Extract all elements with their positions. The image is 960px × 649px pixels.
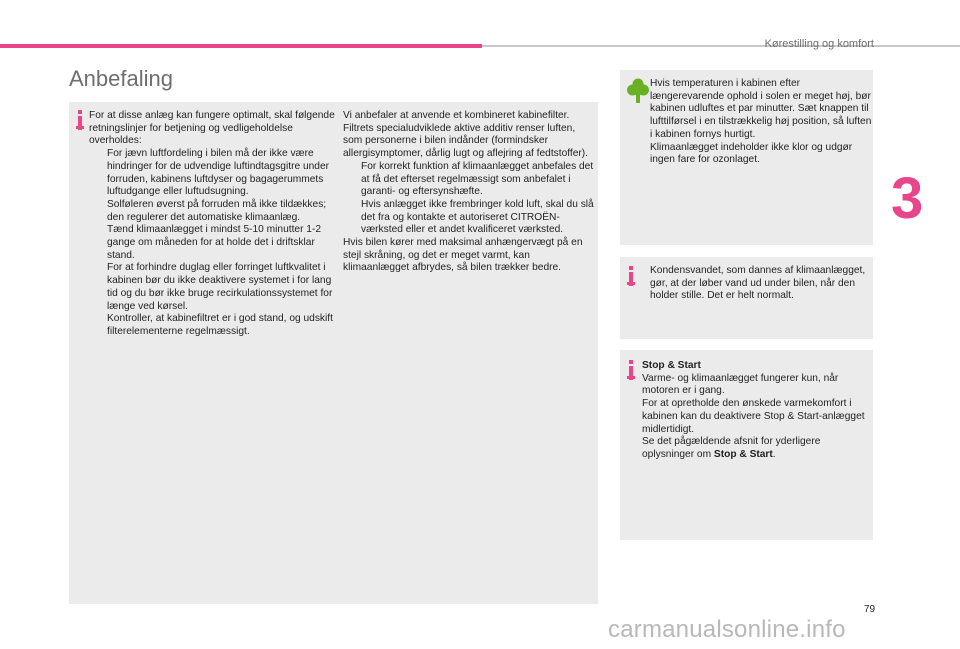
header-rule <box>482 45 960 47</box>
page-heading: Anbefaling <box>69 66 173 91</box>
recommendation-column-2 <box>343 110 595 275</box>
condensate-text: Kondensvandet, som dannes af klimaanlægget, gør, at der løber vand ud under bilen, når den holder stille. Det er helt normalt. <box>650 265 866 302</box>
outro-text: Hvis bilen kører med maksimal anhængervægt på en stejl skråning, og det er meget varmt, kan klimaanlægget afbrydes, så bilen trækker bedre. <box>343 237 583 274</box>
list-item: For jævn luftfordeling i bilen må der ikke være hindringer for de udvendige luftindtagsgitre under forruden, kabinens luftdyser og bagagerummets luftudgange eller luftudsugning. <box>107 148 330 198</box>
list-item: Kontroller, at kabinefiltret er i god stand, og udskift filterelementerne regelmæssigt. <box>107 313 333 337</box>
recommendation-column-1 <box>89 110 341 339</box>
intro-text: For at disse anlæg kan fungere optimalt, skal følgende retningslinjer for betjening og vedligeholdelse overholdes: <box>89 110 335 147</box>
list-item: For at forhindre duglag eller forringet luftkvalitet i kabinen bør du ikke deaktivere systemet i for lang tid og du bør ikke bruge recirkulationssystemet for længe ved kørsel. <box>107 262 333 312</box>
stop-start-text: Stop & Start Varme- og klimaanlægget fungerer kun, når motoren er i gang. For at opretholde den ønskede varmekomfort i kabinen kan du deaktivere Stop & Start-anlægget midlertidigt. Se det pågældende afsnit for yderligere oplysninger om Stop & Start. <box>642 360 870 462</box>
page-number: 79 <box>864 604 876 615</box>
header-accent-bar <box>0 44 482 48</box>
list-item: Hvis anlægget ikke frembringer kold luft, skal du slå det fra og kontakte et autoriseret CITROËN-værksted eller et andet kvalificeret værksted. <box>361 198 594 236</box>
stop-start-title: Stop & Start <box>642 360 701 371</box>
list-item: Tænd klimaanlægget i mindst 5-10 minutter 1-2 gange om måneden for at holde det i driftsklar stand. <box>107 224 322 261</box>
chapter-number: 3 <box>891 166 924 231</box>
intro-text: Vi anbefaler at anvende et kombineret kabinefilter. Filtrets specialudviklede aktive additiv renser luften, som personerne i bilen indånder (formindsker allergisymptomer, dårlig lugt og aflejring af fedtstoffer). <box>343 110 588 160</box>
tree-icon <box>627 78 649 104</box>
list-item: Solføleren øverst på forruden må ikke tildækkes; den regulerer det automatiske klimaanlæg. <box>107 198 327 223</box>
list-item: For korrekt funktion af klimaanlægget anbefales det at få det efterset regelmæssigt som anbefalet i garanti- og eftersynshæfte. <box>361 160 594 198</box>
watermark: carmanualsonline.info <box>608 616 846 643</box>
eco-tip-text: Hvis temperaturen i kabinen efter længerevarende ophold i solen er meget høj, bør kabinen udluftes et par minutter. Sæt knappen til lufttilførsel i en tilstrækkelig høj position, så luften i kabinen fornys hurtigt. Klimaanlægget indeholder ikke klor og udgør ingen fare for ozonlaget. <box>650 78 872 166</box>
section-title: Kørestilling og komfort <box>764 38 874 50</box>
